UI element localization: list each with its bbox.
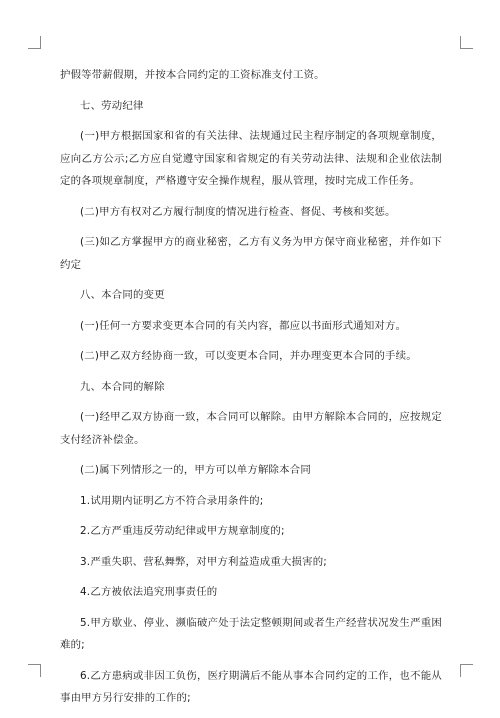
- list-item: 6.乙方患病或非因工负伤，医疗期满后不能从事本合同约定的工作，也不能从事由甲方另行安排的工作的;: [60, 669, 442, 704]
- paragraph: (二)甲方有权对乙方履行制度的情况进行检查、督促、考核和奖惩。: [80, 205, 396, 218]
- document-body: [60, 64, 442, 718]
- list-item: 4.乙方被依法追究刑事责任的: [80, 586, 218, 598]
- crop-mark-top-right: [460, 36, 473, 49]
- section-heading: 七、劳动纪律: [80, 99, 144, 112]
- section-heading: 八、本合同的变更: [80, 289, 165, 301]
- list-item: 5.甲方歇业、停业、濒临破产处于法定整顿期间或者生产经营状况发生严重困难的;: [60, 616, 442, 651]
- section-heading: 九、本合同的解除: [80, 380, 165, 393]
- list-item: 3.严重失职、营私舞弊，对甲方利益造成重大损害的;: [80, 555, 328, 568]
- paragraph: (二)属下列情形之一的，甲方可以单方解除本合同: [80, 464, 311, 476]
- list-item: 1.试用期内证明乙方不符合录用条件的;: [80, 494, 264, 507]
- paragraph: (二)甲乙双方经协商一致，可以变更本合同，并办理变更本合同的手续。: [80, 350, 417, 362]
- crop-mark-bottom-right: [460, 664, 473, 677]
- crop-mark-top-left: [28, 36, 41, 49]
- paragraph: (一)经甲乙双方协商一致，本合同可以解除。由甲方解除本合同的，应按规定支付经济补偿金。: [60, 411, 442, 446]
- crop-mark-bottom-left: [28, 664, 41, 677]
- paragraph: (一)甲方根据国家和省的有关法律、法规通过民主程序制定的各项规章制度，应向乙方公示;乙方应自觉遵守国家和省规定的有关劳动法律、法规和企业依法制定的各项规章制度，严格遵守安全操作规程，服从管理，按时完成工作任务。: [60, 130, 442, 187]
- paragraph: (三)如乙方掌握甲方的商业秘密，乙方有义务为甲方保守商业秘密，并作如下约定: [60, 236, 442, 271]
- paragraph: (一)任何一方要求变更本合同的有关内容，都应以书面形式通知对方。: [80, 319, 407, 332]
- list-item: 2.乙方严重违反劳动纪律或甲方规章制度的;: [80, 525, 285, 537]
- paragraph: 护假等带薪假期，并按本合同约定的工资标准支付工资。: [60, 69, 325, 81]
